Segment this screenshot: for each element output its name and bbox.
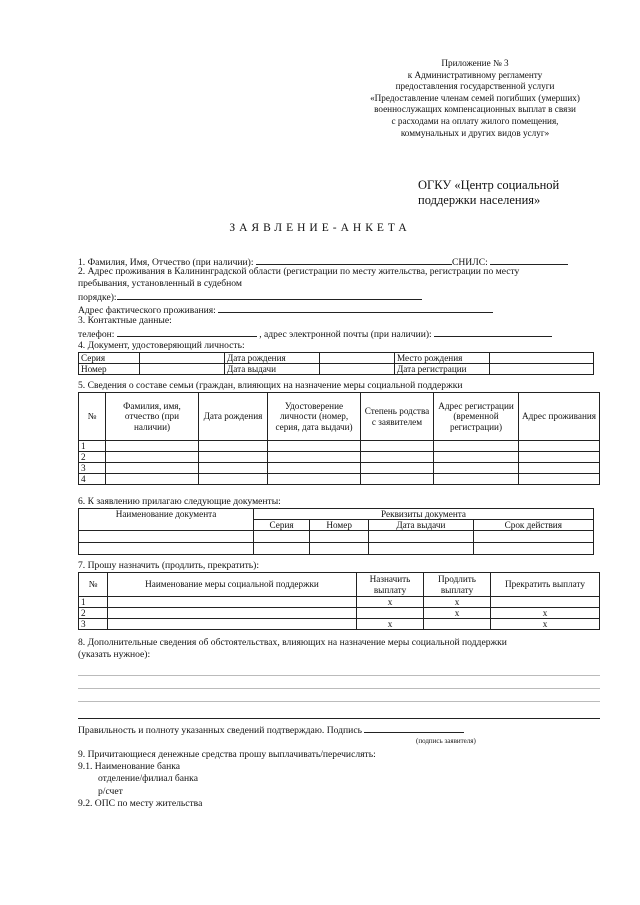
- req-series: Серия: [254, 520, 310, 531]
- measure-col-extend: Продлить выплату: [424, 573, 491, 597]
- cell[interactable]: [254, 543, 310, 555]
- cell[interactable]: [361, 441, 434, 452]
- doc-name-header: Наименование документа: [79, 509, 254, 531]
- cell[interactable]: [199, 474, 268, 485]
- cell[interactable]: [434, 463, 519, 474]
- branch-label: отделение/филиал банка: [98, 773, 198, 784]
- actual-address-field[interactable]: [218, 303, 493, 313]
- req-number: Номер: [310, 520, 369, 531]
- contacts-row: [78, 327, 552, 340]
- cell[interactable]: [519, 463, 600, 474]
- fio-field[interactable]: [256, 255, 452, 265]
- cell[interactable]: [106, 474, 199, 485]
- requisites-header: Реквизиты документа: [254, 509, 594, 520]
- cell[interactable]: [268, 474, 361, 485]
- stop-mark[interactable]: x: [491, 619, 600, 630]
- measure-col-stop: Прекратить выплату: [491, 573, 600, 597]
- phone-label: телефон:: [78, 329, 115, 340]
- family-col-fio: Фамилия, имя, отчество (при наличии): [106, 393, 199, 441]
- id-doc-label: 4. Документ, удостоверяющий личность:: [78, 340, 245, 351]
- extra-info-field-line[interactable]: [78, 701, 600, 702]
- req-validity: Срок действия: [473, 520, 593, 531]
- cell[interactable]: [106, 441, 199, 452]
- email-field[interactable]: [434, 327, 552, 337]
- row-number: 1: [79, 441, 106, 452]
- cell[interactable]: [268, 452, 361, 463]
- confirmation: [78, 723, 464, 736]
- cell[interactable]: [361, 463, 434, 474]
- account-label: р/счет: [98, 786, 123, 797]
- table-row: [79, 619, 600, 630]
- cell[interactable]: [199, 441, 268, 452]
- family-col-relation: Степень родства с заявителем: [361, 393, 434, 441]
- birth-date-field[interactable]: [320, 353, 395, 364]
- address-label-line2: пребывания, установленный в судебном: [78, 278, 242, 289]
- issue-date-label: Дата выдачи: [225, 364, 320, 375]
- req-issue-date: Дата выдачи: [369, 520, 473, 531]
- appendix-line: предоставления государственной услуги: [395, 81, 555, 92]
- org-line: поддержки населения»: [418, 193, 541, 207]
- table-row: [79, 597, 600, 608]
- measure-col-name: Наименование меры социальной поддержки: [108, 573, 357, 597]
- table-row: [79, 608, 600, 619]
- measure-col-no: №: [79, 573, 108, 597]
- cell[interactable]: [473, 531, 593, 543]
- measure-label: 7. Прошу назначить (продлить, прекратить):: [78, 560, 260, 571]
- cell[interactable]: [254, 531, 310, 543]
- bank-label: 9.1. Наименование банка: [78, 761, 181, 772]
- cell[interactable]: [268, 463, 361, 474]
- appendix-line: военнослужащих компенсационных выплат в связи: [374, 104, 576, 115]
- signature-caption: (подпись заявителя): [416, 737, 476, 745]
- fio-label: 1. Фамилия, Имя, Отчество (при наличии):: [78, 257, 254, 268]
- stop-mark[interactable]: [491, 597, 600, 608]
- family-col-no: №: [79, 393, 106, 441]
- table-row: [79, 463, 600, 474]
- ops-label: 9.2. ОПС по месту жительства: [78, 798, 203, 809]
- cell[interactable]: [268, 441, 361, 452]
- family-col-birth: Дата рождения: [199, 393, 268, 441]
- cell[interactable]: [310, 543, 369, 555]
- number-field[interactable]: [140, 364, 225, 375]
- address-registration: [78, 290, 422, 303]
- assign-mark[interactable]: x: [357, 619, 424, 630]
- section-divider: [78, 718, 600, 719]
- number-label: Номер: [79, 364, 140, 375]
- cell[interactable]: [106, 452, 199, 463]
- family-table: [78, 392, 600, 485]
- cell[interactable]: [361, 474, 434, 485]
- appendix-line: коммунальных и других видов услуг»: [400, 127, 550, 138]
- cell[interactable]: [79, 543, 254, 555]
- cell[interactable]: [199, 463, 268, 474]
- table-row: [79, 474, 600, 485]
- measure-name-cell[interactable]: [108, 619, 357, 630]
- cell[interactable]: [79, 531, 254, 543]
- assign-mark[interactable]: x: [357, 597, 424, 608]
- family-col-live: Адрес проживания: [519, 393, 600, 441]
- cell[interactable]: [106, 463, 199, 474]
- documents-table: [78, 508, 594, 555]
- extra-info-field-line[interactable]: [78, 688, 600, 689]
- series-field[interactable]: [140, 353, 225, 364]
- extra-info-field-line[interactable]: [78, 675, 600, 676]
- appendix-line: «Предоставление членам семей погибших (умерших): [370, 92, 580, 103]
- row-number: 1: [79, 597, 108, 608]
- extend-mark[interactable]: x: [424, 597, 491, 608]
- cell[interactable]: [473, 543, 593, 555]
- extend-mark[interactable]: x: [424, 608, 491, 619]
- table-row: [79, 543, 594, 555]
- table-row: [79, 441, 600, 452]
- table-row: [79, 531, 594, 543]
- series-label: Серия: [79, 353, 140, 364]
- stop-mark[interactable]: x: [491, 608, 600, 619]
- row-number: 3: [79, 619, 108, 630]
- measure-name-cell[interactable]: [108, 597, 357, 608]
- org-line: ОГКУ «Центр социальной: [418, 178, 560, 192]
- documents-label: 6. К заявлению прилагаю следующие документы:: [78, 496, 281, 507]
- issue-date-field[interactable]: [320, 364, 395, 375]
- phone-field[interactable]: [117, 327, 257, 337]
- assign-mark[interactable]: [357, 608, 424, 619]
- appendix-line: к Административному регламенту: [407, 69, 543, 80]
- signature-field[interactable]: [364, 723, 464, 733]
- registration-address-field[interactable]: [117, 290, 422, 300]
- extra-info-line2: (указать нужное):: [78, 649, 151, 660]
- table-row: [79, 452, 600, 463]
- address-label-line1: 2. Адрес проживания в Калининградской области (регистрации по месту жительства, регистрации по месту: [78, 266, 520, 277]
- cell[interactable]: [434, 452, 519, 463]
- extra-info-line1: 8. Дополнительные сведения об обстоятельствах, влияющих на назначение меры социальной поддержки: [78, 637, 507, 648]
- row-number: 2: [79, 608, 108, 619]
- row-number: 4: [79, 474, 106, 485]
- cell[interactable]: [519, 474, 600, 485]
- snils-field[interactable]: [490, 255, 568, 265]
- cell[interactable]: [434, 474, 519, 485]
- measure-col-assign: Назначить выплату: [357, 573, 424, 597]
- cell[interactable]: [519, 441, 600, 452]
- appendix-line: с расходами на оплату жилого помещения,: [391, 115, 559, 126]
- appendix-line: Приложение № 3: [441, 58, 509, 68]
- cell[interactable]: [361, 452, 434, 463]
- appendix-block: [340, 58, 610, 139]
- reg-date-label: Дата регистрации: [395, 364, 490, 375]
- id-document-table: [78, 352, 594, 375]
- cell[interactable]: [199, 452, 268, 463]
- document-title: ЗАЯВЛЕНИЕ-АНКЕТА: [229, 222, 411, 234]
- birth-date-label: Дата рождения: [225, 353, 320, 364]
- confirm-text: Правильность и полноту указанных сведений подтверждаю. Подпись: [78, 725, 362, 736]
- cell[interactable]: [369, 531, 473, 543]
- address-label-line3: порядке):: [78, 292, 117, 303]
- family-col-reg: Адрес регистрации (временной регистрации): [434, 393, 519, 441]
- reg-date-field[interactable]: [490, 364, 594, 375]
- row-number: 3: [79, 463, 106, 474]
- birth-place-label: Место рождения: [395, 353, 490, 364]
- actual-address-label: Адрес фактического проживания:: [78, 305, 216, 316]
- row-number: 2: [79, 452, 106, 463]
- cell[interactable]: [519, 452, 600, 463]
- recipient-organization: [418, 178, 559, 208]
- payment-label: 9. Причитающиеся денежные средства прошу выплачивать/перечислять:: [78, 749, 376, 760]
- birth-place-field[interactable]: [490, 353, 594, 364]
- snils-label: СНИЛС:: [451, 257, 488, 268]
- cell[interactable]: [310, 531, 369, 543]
- family-col-id: Удостоверение личности (номер, серия, дата выдачи): [268, 393, 361, 441]
- family-label: 5. Сведения о составе семьи (граждан, влияющих на назначение меры социальной поддержки: [78, 380, 463, 391]
- measure-table: [78, 572, 600, 630]
- measure-name-cell[interactable]: [108, 608, 357, 619]
- contacts-label: 3. Контактные данные:: [78, 315, 172, 326]
- email-label: , адрес электронной почты (при наличии):: [259, 329, 432, 340]
- cell[interactable]: [434, 441, 519, 452]
- cell[interactable]: [369, 543, 473, 555]
- extend-mark[interactable]: [424, 619, 491, 630]
